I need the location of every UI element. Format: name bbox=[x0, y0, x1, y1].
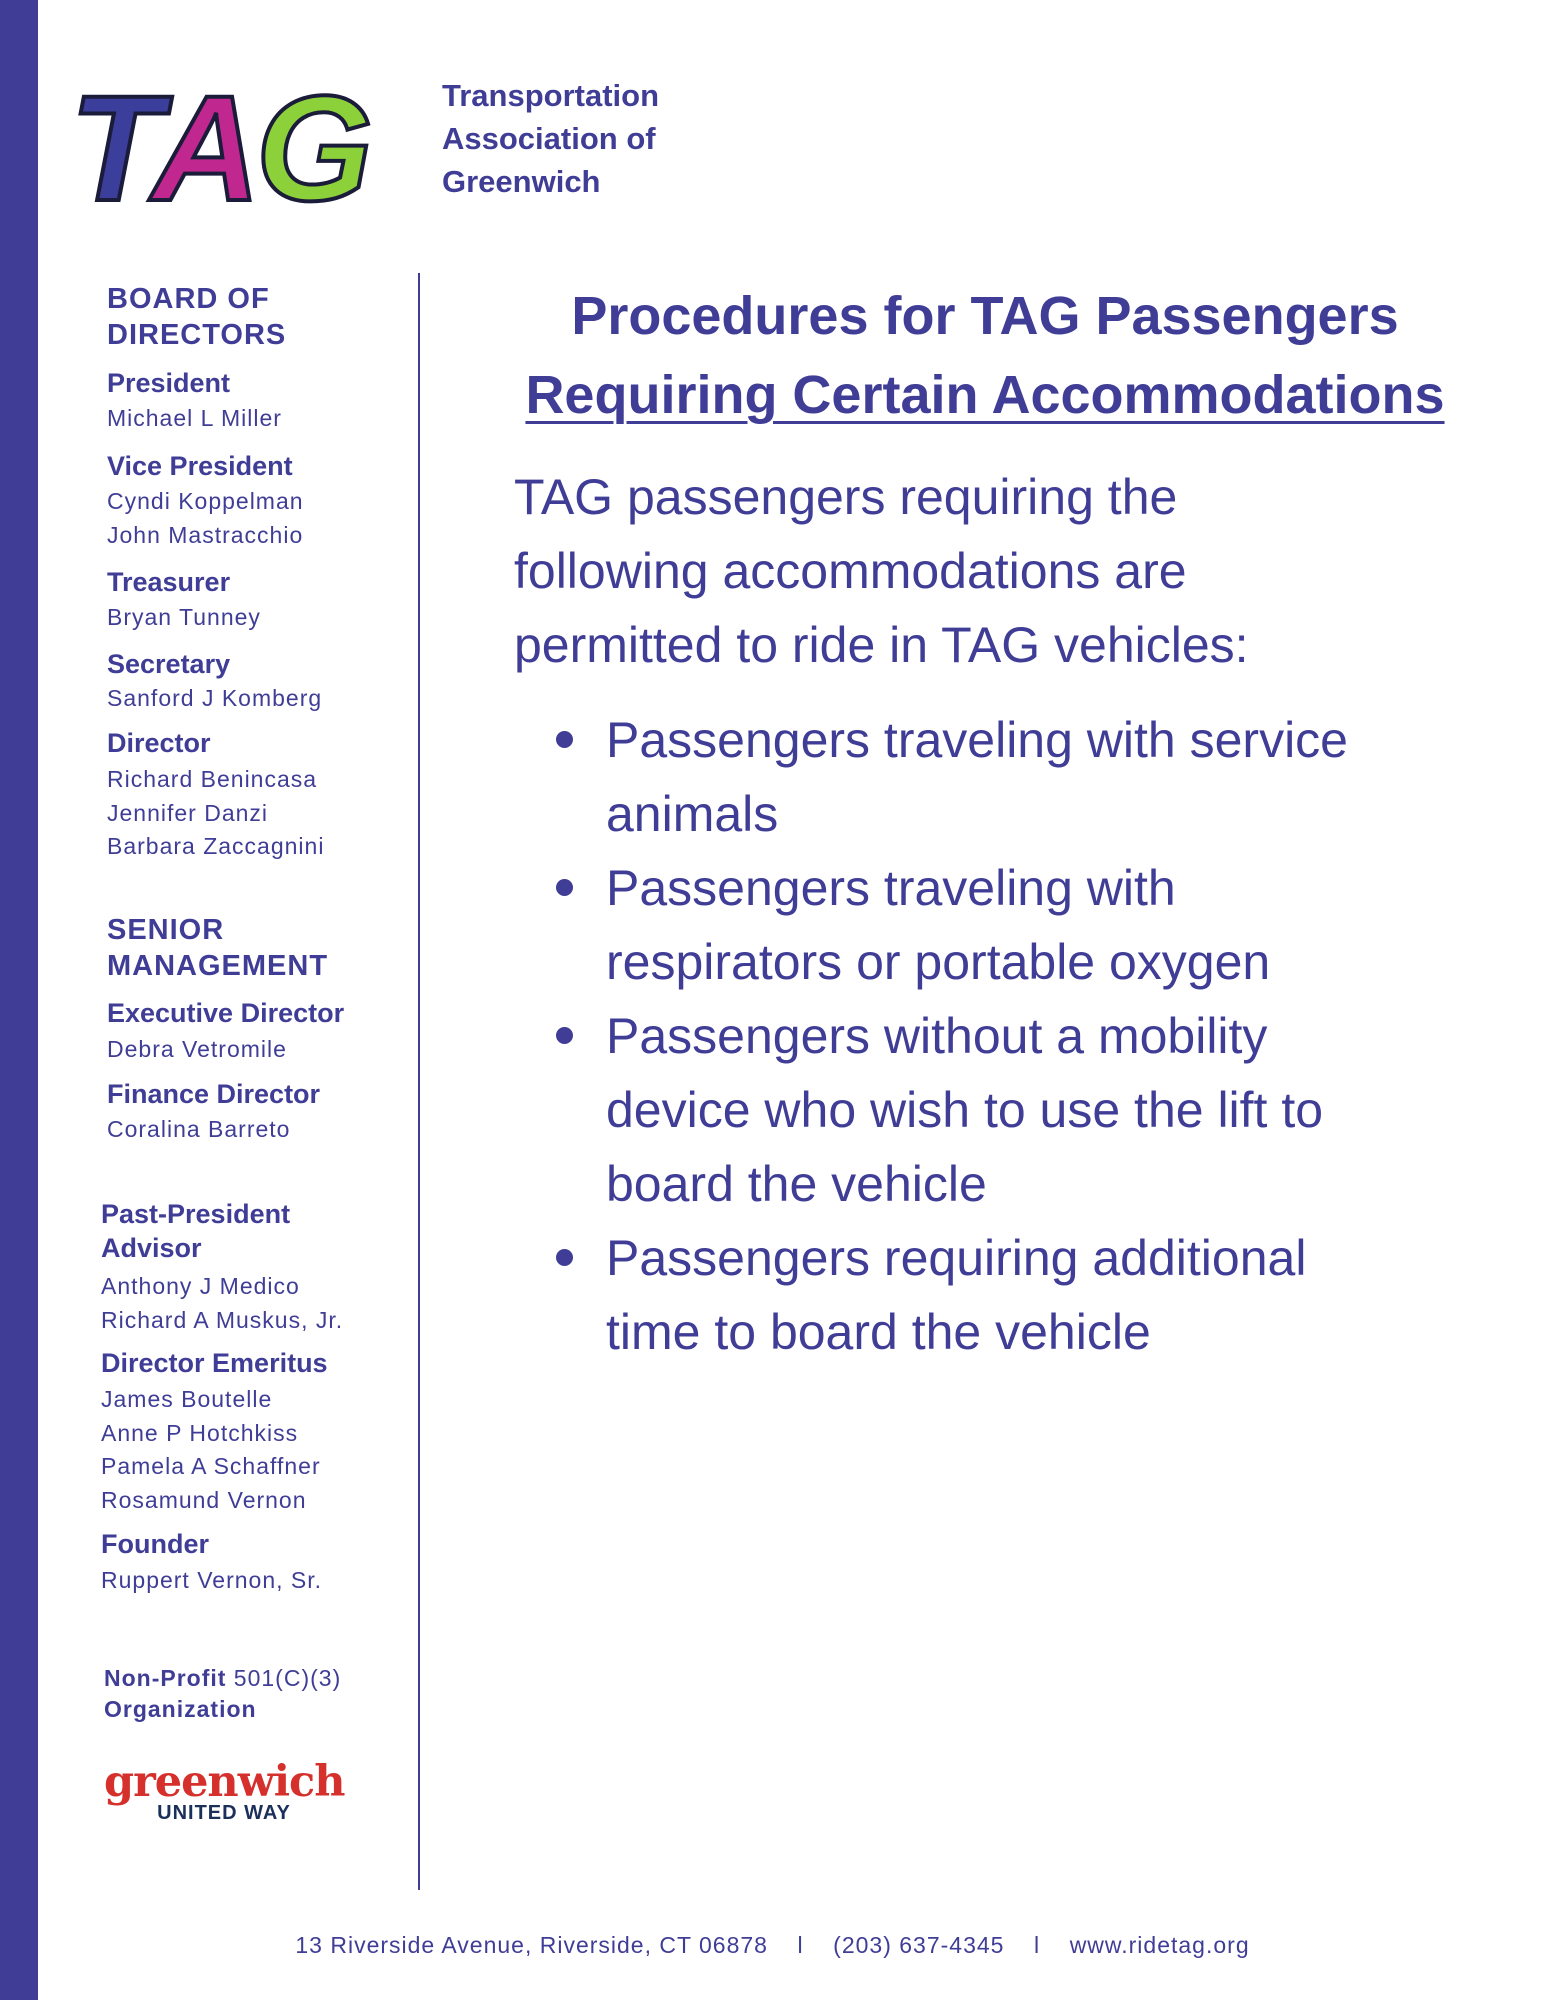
bullet-icon bbox=[556, 1249, 573, 1266]
names-past-president-advisor: Anthony J Medico Richard A Muskus, Jr. bbox=[101, 1273, 344, 1333]
names-finance-director: Coralina Barreto bbox=[107, 1116, 291, 1142]
united-way-sub: UNITED WAY bbox=[157, 1802, 291, 1824]
names-founder: Ruppert Vernon, Sr. bbox=[101, 1567, 323, 1593]
united-way-logo bbox=[104, 1757, 345, 1824]
role-vice-president: Vice President bbox=[107, 451, 293, 481]
role-finance-director: Finance Director bbox=[107, 1079, 321, 1109]
svg-text:T: T bbox=[70, 64, 162, 214]
page-title-line1: Procedures for TAG Passengers bbox=[571, 286, 1399, 346]
intro-paragraph: TAG passengers requiring the following accommodations are permitted to ride in TAG vehicles: bbox=[514, 469, 1249, 673]
names-treasurer: Bryan Tunney bbox=[107, 604, 261, 630]
role-director: Director bbox=[107, 728, 211, 758]
bullet-icon bbox=[556, 879, 573, 896]
board-heading: BOARD OF DIRECTORS bbox=[107, 283, 287, 351]
list-item: Passengers without a mobility device who wish to use the lift to board the vehicle bbox=[556, 999, 1496, 1221]
left-accent-bar bbox=[0, 0, 38, 2000]
names-director: Richard Benincasa Jennifer Danzi Barbara Zaccagnini bbox=[107, 766, 325, 859]
names-president: Michael L Miller bbox=[107, 405, 282, 431]
org-name-line: Greenwich bbox=[442, 164, 601, 199]
org-name bbox=[442, 74, 659, 203]
list-item: Passengers requiring additional time to board the vehicle bbox=[556, 1221, 1496, 1369]
role-founder: Founder bbox=[101, 1529, 209, 1559]
role-treasurer: Treasurer bbox=[107, 567, 231, 597]
list-item: Passengers traveling with respirators or portable oxygen bbox=[556, 851, 1496, 999]
page-title-line2: Requiring Certain Accommodations bbox=[525, 365, 1445, 425]
org-name-line: Transportation bbox=[442, 78, 660, 113]
names-secretary: Sanford J Komberg bbox=[107, 685, 323, 711]
names-vice-president: Cyndi Koppelman John Mastracchio bbox=[107, 488, 304, 548]
bullet-icon bbox=[556, 731, 573, 748]
names-executive-director: Debra Vetromile bbox=[107, 1036, 287, 1062]
united-way-main: greenwich bbox=[104, 1757, 345, 1807]
accommodations-list bbox=[556, 703, 1496, 1369]
role-secretary: Secretary bbox=[107, 649, 231, 679]
svg-text:A: A bbox=[152, 64, 261, 214]
org-name-line: Association of bbox=[442, 121, 656, 156]
management-heading: SENIOR MANAGEMENT bbox=[107, 914, 329, 982]
logo-text: TAG bbox=[66, 64, 68, 65]
role-director-emeritus: Director Emeritus bbox=[101, 1348, 328, 1378]
column-divider bbox=[418, 273, 420, 1890]
role-past-president-advisor: Past-President Advisor bbox=[101, 1199, 291, 1263]
role-executive-director: Executive Director bbox=[107, 998, 345, 1028]
list-item: Passengers traveling with service animals bbox=[556, 703, 1496, 851]
bullet-icon bbox=[556, 1027, 573, 1044]
names-director-emeritus: James Boutelle Anne P Hotchkiss Pamela A Schaffner Rosamund Vernon bbox=[101, 1386, 321, 1513]
tag-logo bbox=[66, 64, 416, 214]
nonprofit-status: Non-Profit 501(C)(3) Organization bbox=[104, 1665, 342, 1722]
svg-text:G: G bbox=[256, 64, 373, 214]
footer-contact: 13 Riverside Avenue, Riverside, CT 06878 l (203) 637-4345 l www.ridetag.org bbox=[295, 1932, 1250, 1958]
role-president: President bbox=[107, 368, 231, 398]
